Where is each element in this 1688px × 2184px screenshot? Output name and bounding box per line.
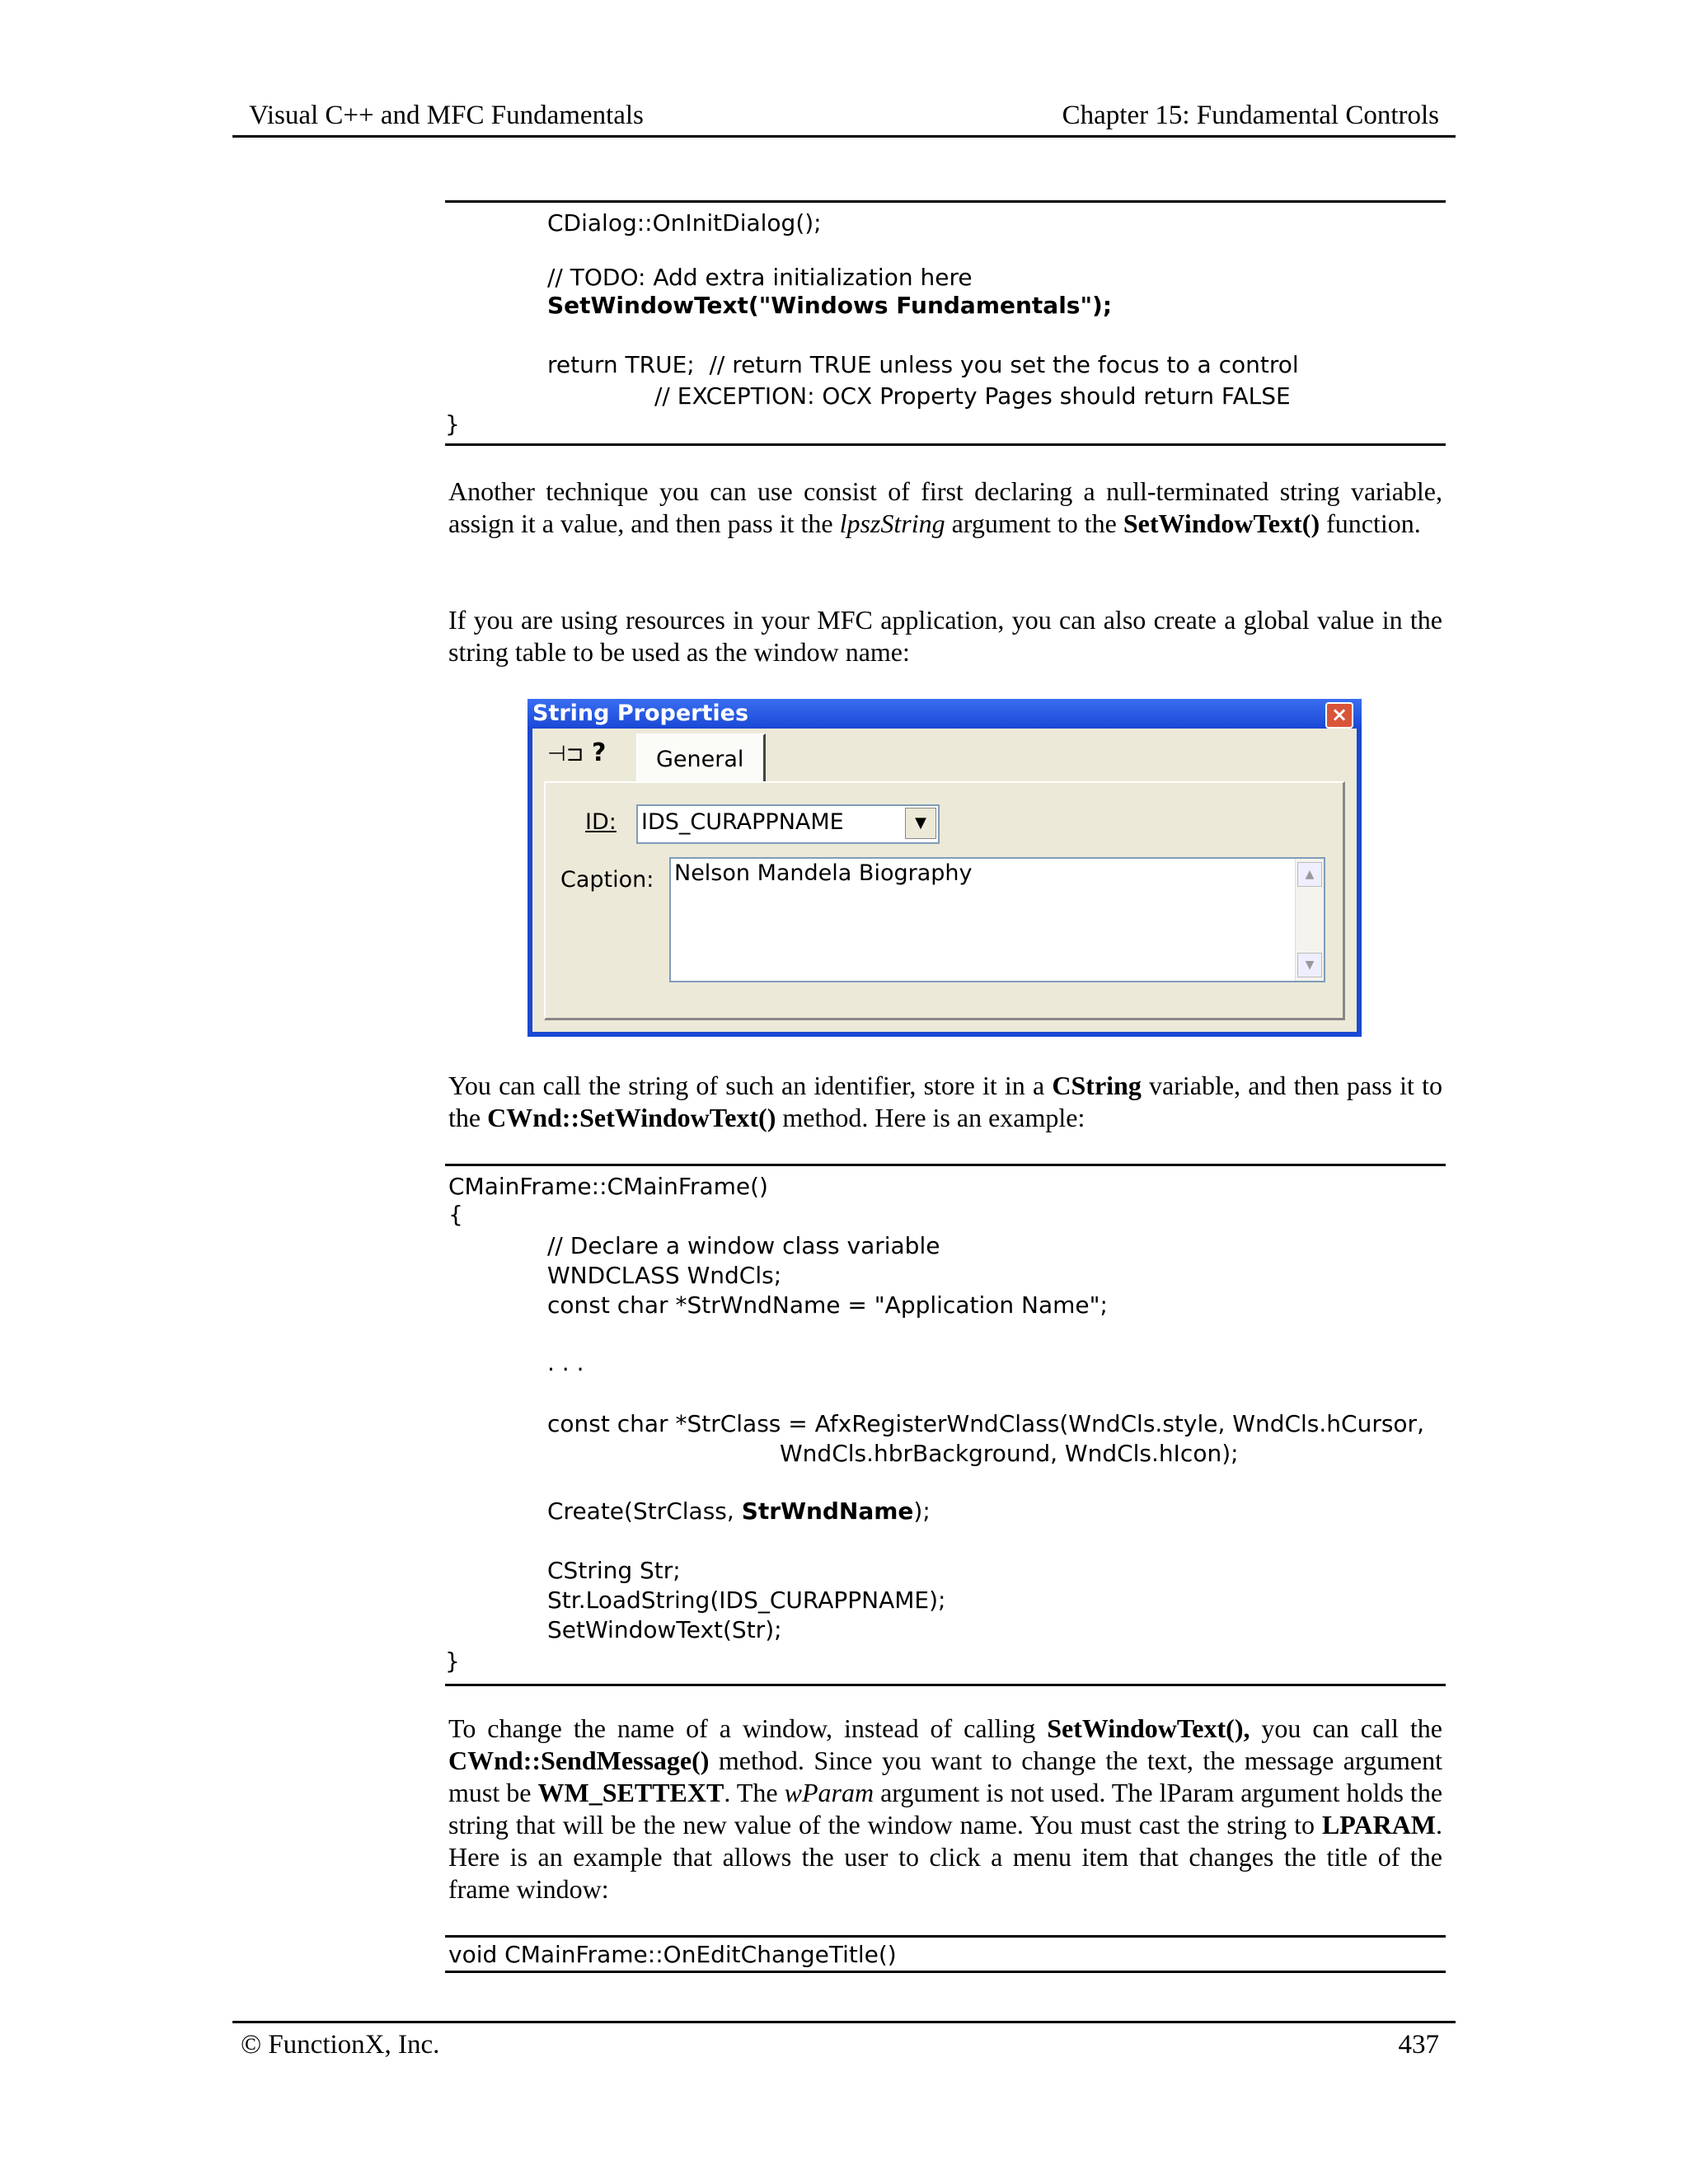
code-line: return TRUE; // return TRUE unless you set the focus to a control — [547, 351, 1299, 378]
code-line: CMainFrame::CMainFrame() — [448, 1173, 768, 1200]
code-line: WndCls.hbrBackground, WndCls.hIcon); — [780, 1440, 1239, 1467]
caption-value: Nelson Mandela Biography — [674, 860, 973, 886]
footer-copyright: © FunctionX, Inc. — [241, 2030, 440, 2060]
id-combobox[interactable] — [636, 804, 940, 844]
header-book-title: Visual C++ and MFC Fundamentals — [249, 101, 644, 130]
code-line: CDialog::OnInitDialog(); — [547, 209, 822, 237]
code-line: } — [445, 1647, 460, 1675]
caption-label: Caption: — [560, 867, 654, 893]
page-number: 437 — [1398, 2030, 1439, 2060]
code-line: const char *StrClass = AfxRegisterWndClass(WndCls.style, WndCls.hCursor, — [547, 1410, 1424, 1437]
code-line: const char *StrWndName = "Application Name"; — [547, 1291, 1108, 1319]
text: . The — [724, 1778, 785, 1807]
vertical-scrollbar[interactable] — [1295, 859, 1324, 981]
page-footer — [232, 2021, 1456, 2060]
paragraph-sendmessage — [448, 1713, 1442, 1905]
code-line: // TODO: Add extra initialization here — [547, 264, 973, 291]
bold-term: CWnd::SendMessage() — [448, 1746, 710, 1775]
chevron-down-icon[interactable]: ▼ — [905, 808, 936, 839]
code-text: Create(StrClass, — [547, 1497, 742, 1525]
caption-textarea[interactable] — [669, 857, 1325, 982]
code-line: . . . — [547, 1349, 584, 1376]
italic-term: lpszString — [839, 509, 945, 538]
id-value: IDS_CURAPPNAME — [641, 809, 844, 835]
scroll-down-icon[interactable]: ▼ — [1297, 953, 1322, 977]
text: If you are using resources in your MFC application, you can also create a global value in the string table to be used as the window name: — [448, 605, 1442, 667]
text: method. Here is an example: — [776, 1103, 1085, 1132]
code-line — [547, 292, 1112, 319]
italic-term: wParam — [784, 1778, 874, 1807]
scroll-up-icon[interactable]: ▲ — [1297, 862, 1322, 887]
paragraph-cstring — [448, 1070, 1442, 1134]
code-line: { — [448, 1201, 463, 1228]
tab-label: General — [656, 747, 744, 772]
help-icon[interactable]: ? — [592, 738, 607, 767]
dialog-client-area — [532, 729, 1357, 1032]
close-button[interactable]: × — [1325, 702, 1353, 729]
code-line: SetWindowText(Str); — [547, 1616, 782, 1643]
code-text: ); — [913, 1497, 931, 1525]
text: To change the name of a window, instead of calling — [448, 1713, 1048, 1743]
pin-icon[interactable]: ⊣⊐ — [547, 742, 584, 766]
code-block-oneditchangetitle — [445, 1935, 1446, 1973]
text: argument is not used. The lParam argument holds the string that will be the new value of the window name. You must cast the string to — [448, 1778, 1443, 1840]
bold-term: WM_SETTEXT — [537, 1778, 724, 1807]
page-header — [232, 97, 1456, 138]
id-label: ID: — [585, 809, 617, 835]
string-properties-dialog — [528, 699, 1362, 1037]
tab-general[interactable] — [636, 733, 766, 783]
text: argument to the — [945, 509, 1123, 538]
code-line: Str.LoadString(IDS_CURAPPNAME); — [547, 1586, 946, 1614]
code-line: WNDCLASS WndCls; — [547, 1262, 782, 1289]
general-panel — [544, 781, 1345, 1020]
text: function. — [1320, 509, 1421, 538]
text: variable, and then pass it to the — [448, 1071, 1443, 1132]
bold-term: CString — [1052, 1071, 1142, 1100]
bold-term: SetWindowText(), — [1047, 1713, 1250, 1743]
code-bold: StrWndName — [741, 1497, 914, 1525]
bold-term: SetWindowText() — [1123, 509, 1320, 538]
text: Another technique you can use consist of first declaring a null-terminated string variable, assign it a value, and then pass it the — [448, 476, 1442, 538]
bold-term: LPARAM — [1321, 1810, 1436, 1840]
paragraph-resources — [448, 604, 1442, 668]
text: you can call the — [1250, 1713, 1443, 1743]
text: You can call the string of such an identifier, store it in a — [448, 1071, 1053, 1100]
code-line: void CMainFrame::OnEditChangeTitle() — [448, 1941, 897, 1968]
text: method. Since you want to change the text, the message argument must be — [448, 1746, 1442, 1807]
code-line: // EXCEPTION: OCX Property Pages should return FALSE — [654, 382, 1291, 410]
paragraph-null-terminated — [448, 476, 1442, 540]
text: . Here is an example that allows the user to click a menu item that changes the title of the frame window: — [448, 1810, 1442, 1904]
bold-term: CWnd::SetWindowText() — [487, 1103, 776, 1132]
code-line: CString Str; — [547, 1557, 681, 1584]
dialog-titlebar — [528, 699, 1362, 727]
code-block-oninitdialog — [445, 200, 1446, 446]
code-line — [547, 1497, 931, 1525]
code-line: } — [445, 410, 460, 438]
dialog-title: String Properties — [532, 701, 749, 726]
code-bold: SetWindowText("Windows Fundamentals"); — [547, 292, 1113, 319]
header-chapter-title: Chapter 15: Fundamental Controls — [1062, 101, 1439, 130]
code-line: // Declare a window class variable — [547, 1232, 940, 1259]
code-block-cmainframe — [445, 1164, 1446, 1686]
